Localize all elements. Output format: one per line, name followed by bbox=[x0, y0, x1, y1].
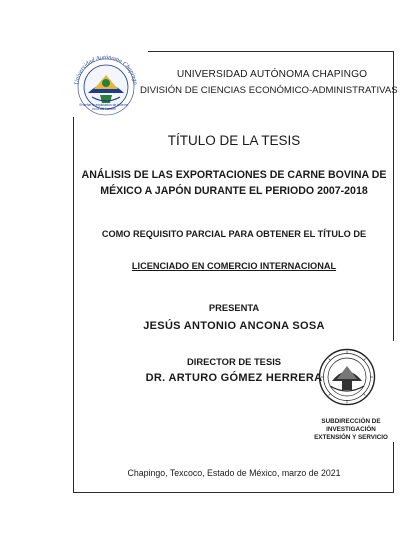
frame-bottom-line bbox=[73, 492, 394, 493]
logo-ring-text: Universidad Autónoma Chapingo bbox=[73, 53, 139, 86]
thesis-title-label: TÍTULO DE LA TESIS bbox=[167, 133, 301, 148]
logo-caption: Enseñar la explotación de la tierra, no la del hombre bbox=[79, 103, 129, 111]
official-seal-stamp bbox=[318, 348, 376, 406]
presenta-label: PRESENTA bbox=[208, 302, 260, 313]
director-name: DR. ARTURO GÓMEZ HERRERA bbox=[145, 372, 323, 384]
director-label: DIRECTOR DE TESIS bbox=[186, 356, 282, 367]
author-name: JESÚS ANTONIO ANCONA SOSA bbox=[143, 320, 325, 332]
university-name: UNIVERSIDAD AUTÓNOMA CHAPINGO bbox=[176, 69, 368, 80]
seal-line-2: INVESTIGACIÓN bbox=[326, 426, 376, 433]
thesis-title: ANÁLISIS DE LAS EXPORTACIONES DE CARNE BOVINA DE MÉXICO A JAPÓN DURANTE EL PERIODO 2007-2018 bbox=[81, 169, 387, 197]
seal-stamp-text bbox=[312, 418, 390, 442]
degree-name: LICENCIADO EN COMERCIO INTERNACIONAL bbox=[131, 261, 337, 271]
seal-line-3: EXTENSIÓN Y SERVICIO bbox=[314, 434, 388, 441]
place-and-date: Chapingo, Texcoco, Estado de México, marzo de 2021 bbox=[127, 468, 341, 478]
frame-top-line bbox=[148, 51, 394, 52]
requirement-text: COMO REQUISITO PARCIAL PARA OBTENER EL TÍTULO DE bbox=[101, 229, 367, 239]
seal-line-1: SUBDIRECCIÓN DE bbox=[321, 418, 381, 425]
division-name: DIVISIÓN DE CIENCIAS ECONÓMICO-ADMINISTRATIVAS bbox=[140, 85, 398, 96]
